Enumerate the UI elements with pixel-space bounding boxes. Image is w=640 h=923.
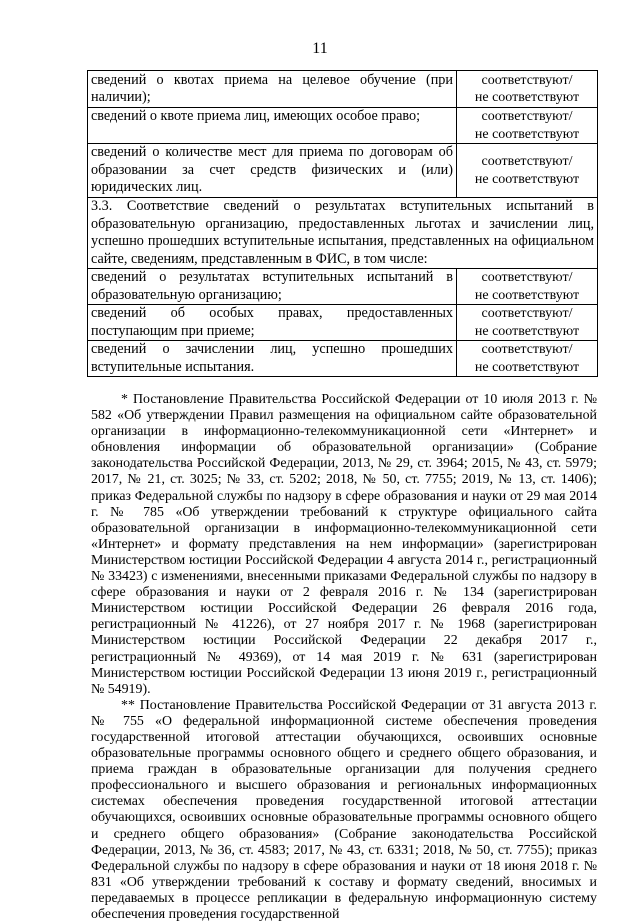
- status-line-1: соответствуют/: [481, 154, 573, 169]
- status-line-2: не соответствуют: [474, 171, 580, 187]
- criterion-text: сведений о количестве мест для приема по договорам об образовании за счет средств физических и (или) юридических лиц.: [88, 144, 457, 198]
- status-line-1: соответствуют/: [481, 109, 573, 124]
- status-cell: [457, 144, 598, 198]
- status-line-1: соответствуют/: [481, 342, 573, 357]
- table-row: [88, 108, 598, 144]
- status-line-1: соответствуют/: [481, 270, 573, 285]
- status-line-1: соответствуют/: [481, 306, 573, 321]
- footnote-2: ** Постановление Правительства Российской Федерации от 31 августа 2013 г. № 755 «О федеральной информационной системе обеспечения проведения государственной итоговой аттестации обучающихся, освоивших основные образовательные программы основного общего и среднего общего образования, и приема граждан в образовательные организации для получения среднего профессионального и высшего образования и региональных информационных системах обеспечения проведения государственной итоговой аттестации обучающихся, освоивших основные образовательные программы основного общего и среднего общего образования» (Собрание законодательства Российской Федерации, 2013, № 36, ст. 4583; 2017, № 43, ст. 6331; 2018, № 50, ст. 7755); приказ Федеральной службы по надзору в сфере образования и науки от 18 июня 2018 г. № 831 «Об утверждении требований к составу и формату сведений, вносимых и передаваемых в процессе репликации в федеральную информационную систему обеспечения проведения государственной: [91, 697, 597, 922]
- status-cell: [457, 269, 598, 305]
- section-heading: 3.3. Соответствие сведений о результатах вступительных испытаний в образовательную организацию, предоставленных льготах и зачислении лиц, успешно прошедших вступительные испытания, представленных на официальном сайте, сведениям, представленным в ФИС, в том числе:: [88, 198, 598, 269]
- status-cell: [457, 108, 598, 144]
- status-line-2: не соответствуют: [474, 90, 580, 105]
- status-line-2: не соответствуют: [474, 323, 580, 339]
- status-line-2: не соответствуют: [474, 359, 580, 375]
- status-cell: [457, 341, 598, 377]
- status-line-1: соответствуют/: [481, 72, 573, 88]
- criteria-table: [87, 70, 598, 377]
- status-line-2: не соответствуют: [474, 126, 580, 142]
- table-row: [88, 71, 598, 108]
- table-section-row: [88, 198, 598, 269]
- criterion-text: сведений о квотах приема на целевое обучение (при наличии);: [88, 71, 457, 108]
- footnotes: [91, 392, 597, 923]
- table-row: [88, 144, 598, 198]
- table-row: [88, 305, 598, 341]
- status-cell: [457, 71, 598, 108]
- criterion-text: сведений о результатах вступительных испытаний в образовательную организацию;: [88, 269, 457, 305]
- criterion-text: сведений о зачислении лиц, успешно прошедших вступительные испытания.: [88, 341, 457, 377]
- status-cell: [457, 305, 598, 341]
- criterion-text: сведений об особых правах, предоставленных поступающим при приеме;: [88, 305, 457, 341]
- status-line-2: не соответствуют: [474, 287, 580, 303]
- table-row: [88, 269, 598, 305]
- criterion-text: сведений о квоте приема лиц, имеющих особое право;: [88, 108, 457, 144]
- footnote-1: * Постановление Правительства Российской Федерации от 10 июля 2013 г. № 582 «Об утверждении Правил размещения на официальном сайте образовательной организации в информационно-телекоммуникационной сети «Интернет» и обновления информации об образовательной организации» (Собрание законодательства Российской Федерации, 2013, № 29, ст. 3964; 2015, № 43, ст. 5979; 2017, № 21, ст. 3025; № 33, ст. 5202; 2018, № 50, ст. 7755; 2019, № 13, ст. 1406); приказ Федеральной службы по надзору в сфере образования и науки от 29 мая 2014 г. № 785 «Об утверждении требований к структуре официального сайта образовательной организации в информационно-телекоммуникационной сети «Интернет» и формату представления на нем информации» (зарегистрирован Министерством юстиции Российской Федерации 4 августа 2014 г., регистрационный № 33423) с изменениями, внесенными приказами Федеральной службы по надзору в сфере образования и науки от 2 февраля 2016 г. № 134 (зарегистрирован Министерством юстиции Российской Федерации 26 февраля 2016 года, регистрационный № 41226), от 27 ноября 2017 г. № 1968 (зарегистрирован Министерством юстиции Российской Федерации 22 декабря 2017 г., регистрационный № 49369), от 14 мая 2019 г. № 631 (зарегистрирован Министерством юстиции Российской Федерации 13 июня 2019 г., регистрационный № 54919).: [91, 392, 597, 697]
- page-number: 11: [312, 40, 328, 57]
- table-row: [88, 341, 598, 377]
